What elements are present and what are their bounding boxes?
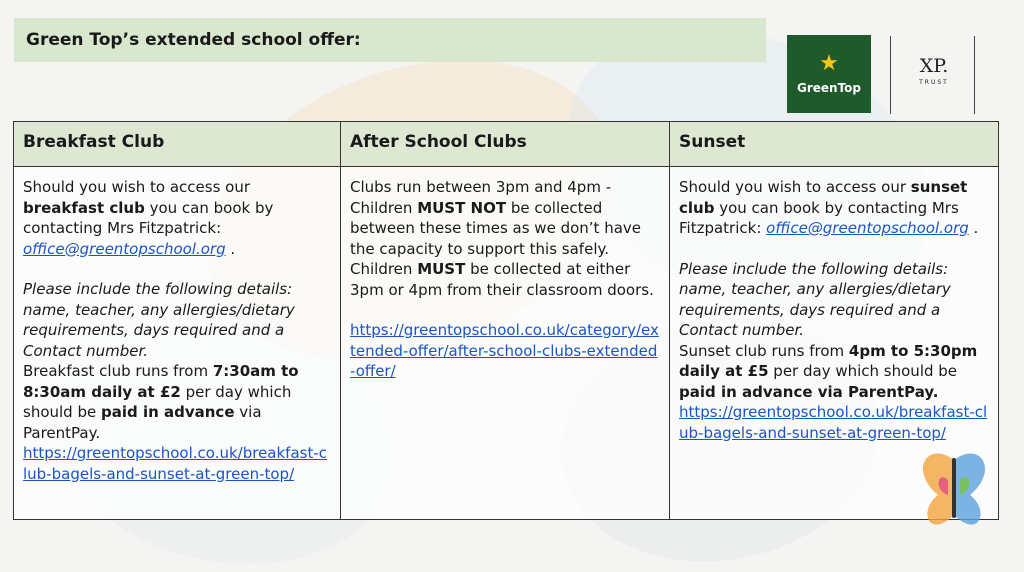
breakfast-cell xyxy=(14,167,341,520)
sunset-details-text: Please include the following details: name, teacher, any allergies/dietary requirements, days required and a Contact number. xyxy=(679,259,951,339)
breakfast-times-text: Breakfast club runs from 7:30am to 8:30am daily at £2 per day which should be paid in advance via ParentPay. xyxy=(23,362,299,442)
logo-divider xyxy=(890,36,891,114)
offer-table xyxy=(13,121,999,520)
sunset-info-link[interactable]: https://greentopschool.co.uk/breakfast-club-bagels-and-sunset-at-green-top/ xyxy=(679,403,988,442)
breakfast-info-link[interactable]: https://greentopschool.co.uk/breakfast-club-bagels-and-sunset-at-green-top/ xyxy=(23,444,327,483)
table-row xyxy=(14,167,999,520)
breakfast-details-text: Please include the following details: name, teacher, any allergies/dietary requirements, days required and a Contact number. xyxy=(23,280,295,360)
after-school-cell xyxy=(341,167,670,520)
logo-divider xyxy=(974,36,975,114)
table-header-row xyxy=(14,122,999,167)
butterfly-icon xyxy=(908,440,1000,550)
xp-logo-subtext: TRUST xyxy=(919,79,949,86)
xp-trust-logo xyxy=(898,55,970,86)
after-school-text: Clubs run between 3pm and 4pm - Children MUST NOT be collected between these times as we don’t have the capacity to support this safely. Children MUST be collected at either 3pm or 4pm from their classroom doors. xyxy=(350,178,654,299)
greentop-logo-text: GreenTop xyxy=(796,81,861,95)
sunset-times-text: Sunset club runs from 4pm to 5:30pm daily at £5 per day which should be paid in advance via ParentPay. xyxy=(679,341,978,401)
breakfast-email-link[interactable]: office@greentopschool.org xyxy=(23,239,226,258)
column-heading-breakfast: Breakfast Club xyxy=(14,122,341,167)
after-school-info-link[interactable]: https://greentopschool.co.uk/category/extended-offer/after-school-clubs-extended-offer/ xyxy=(350,321,659,380)
greentop-logo xyxy=(787,35,871,113)
page-title: Green Top’s extended school offer: xyxy=(14,18,766,62)
sunset-booking-text: Should you wish to access our sunset club you can book by contacting Mrs Fitzpatrick: office@greentopschool.org . xyxy=(679,178,979,237)
sunset-email-link[interactable]: office@greentopschool.org xyxy=(766,219,969,237)
star-figure-icon: ★ xyxy=(819,51,839,76)
column-heading-sunset: Sunset xyxy=(670,122,999,167)
breakfast-booking-text: Should you wish to access our breakfast club you can book by contacting Mrs Fitzpatrick: office@greentopschool.org . xyxy=(23,178,274,258)
xp-logo-text: XP. xyxy=(919,55,949,77)
column-heading-after-school: After School Clubs xyxy=(341,122,670,167)
